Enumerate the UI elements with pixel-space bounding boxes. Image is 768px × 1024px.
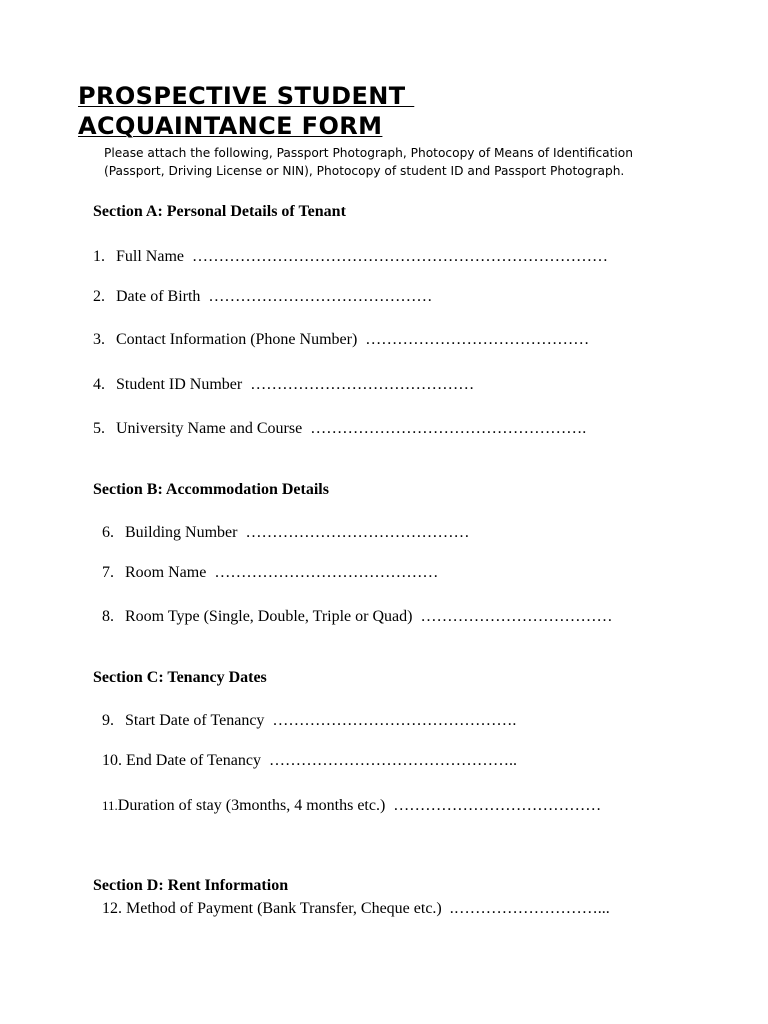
section-d-heading: Section D: Rent Information [93, 877, 289, 894]
field-label: Method of Payment (Bank Transfer, Cheque etc.) [126, 900, 442, 917]
field-label: Full Name [116, 248, 184, 265]
fill-in-line[interactable]: …………………………………… [250, 376, 475, 393]
section-c-heading: Section C: Tenancy Dates [93, 669, 267, 686]
field-label: Start Date of Tenancy [125, 712, 265, 729]
field-label: Contact Information (Phone Number) [116, 331, 358, 348]
fill-in-line[interactable]: …………………………………… [245, 524, 470, 541]
section-b-heading: Section B: Accommodation Details [93, 481, 329, 498]
field-label: University Name and Course [116, 420, 303, 437]
field-number: 7. [102, 564, 114, 581]
field-full-name[interactable] [93, 247, 608, 267]
field-number: 6. [102, 524, 114, 541]
field-duration-of-stay[interactable] [102, 796, 601, 816]
field-number: 12. [102, 900, 122, 917]
fill-in-line[interactable]: .………………………... [449, 900, 610, 917]
fill-in-line[interactable]: …………………………………………………………………… [192, 248, 608, 265]
section-a-heading: Section A: Personal Details of Tenant [93, 203, 346, 220]
fill-in-line[interactable]: …………………………………… [214, 564, 439, 581]
fill-in-line[interactable]: ………………………………… [393, 797, 602, 814]
field-number: 10. [102, 752, 122, 769]
field-label: Room Name [125, 564, 207, 581]
field-start-date[interactable] [102, 711, 516, 731]
field-number: 2. [93, 288, 105, 305]
field-number: 4. [93, 376, 105, 393]
field-payment-method[interactable] [102, 899, 610, 919]
field-contact-information[interactable] [93, 330, 589, 350]
field-number: 1. [93, 248, 105, 265]
field-label: Date of Birth [116, 288, 201, 305]
field-date-of-birth[interactable] [93, 287, 432, 307]
field-university-course[interactable] [93, 419, 586, 439]
attachment-instructions: Please attach the following, Passport Photograph, Photocopy of Means of Identification (Passport, Driving License or NIN), Photocopy of student ID and Passport Photograph. [104, 146, 633, 178]
fill-in-line[interactable]: ……………………………………………. [310, 420, 587, 437]
field-room-type[interactable] [102, 607, 612, 627]
field-number: 9. [102, 712, 114, 729]
field-label: Building Number [125, 524, 238, 541]
field-number: 8. [102, 608, 114, 625]
field-label: End Date of Tenancy [126, 752, 261, 769]
field-student-id[interactable] [93, 375, 474, 395]
field-end-date[interactable] [102, 751, 517, 771]
form-title-line-1: PROSPECTIVE STUDENT [78, 82, 415, 110]
field-number: 3. [93, 331, 105, 348]
field-label: Student ID Number [116, 376, 243, 393]
fill-in-line[interactable]: …………………………………… [208, 288, 433, 305]
field-number: 5. [93, 420, 105, 437]
field-building-number[interactable] [102, 523, 469, 543]
form-title-line-2: ACQUAINTANCE FORM [78, 112, 383, 140]
fill-in-line[interactable]: …………………………………… [365, 331, 590, 348]
field-label: Room Type (Single, Double, Triple or Quad) [125, 608, 413, 625]
field-room-name[interactable] [102, 563, 438, 583]
field-number: 11. [102, 798, 118, 813]
fill-in-line[interactable]: ……………………………………….. [268, 752, 517, 769]
fill-in-line[interactable]: ……………………………… [420, 608, 613, 625]
field-label: Duration of stay (3months, 4 months etc.) [117, 797, 386, 814]
fill-in-line[interactable]: ………………………………………. [272, 712, 517, 729]
